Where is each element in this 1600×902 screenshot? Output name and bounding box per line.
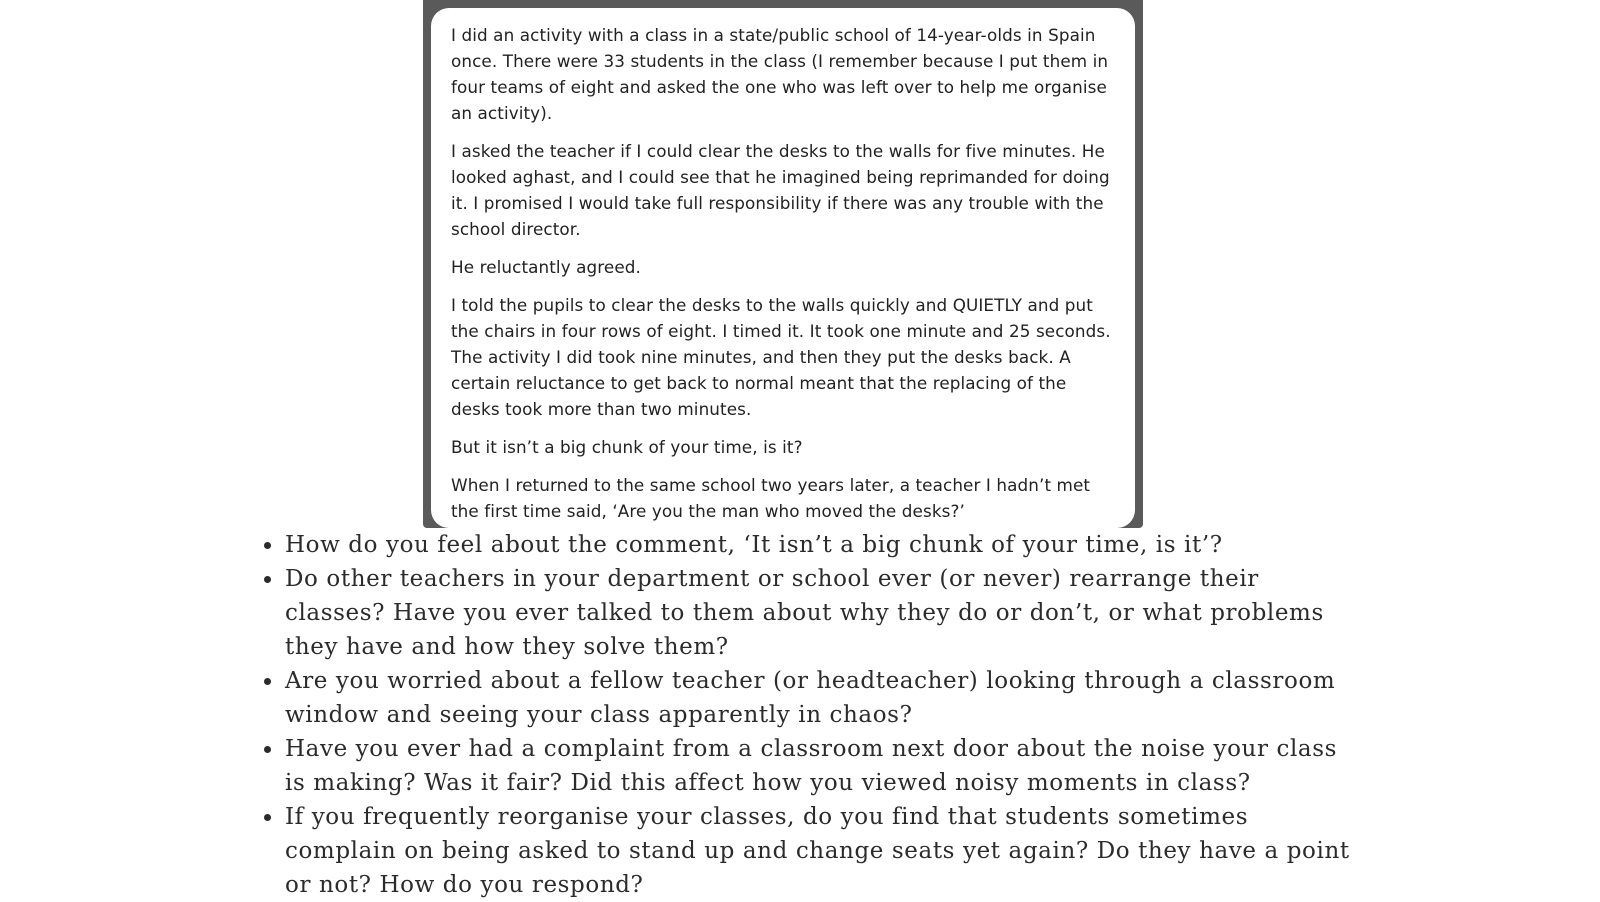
quote-card [431,8,1135,528]
question-text: Do other teachers in your department or school ever (or never) rearrange their classes? Have you ever talked to them about why they do or don’t, or what problems they have and how they solve them? [285,566,1324,660]
question-item [260,800,1360,902]
quote-paragraph-3: He reluctantly agreed. [451,257,641,277]
bullet-icon [264,746,271,753]
question-item [260,528,1360,562]
bullet-icon [264,542,271,549]
question-item [260,732,1360,800]
quote-paragraph-1: I did an activity with a class in a state/public school of 14-year-olds in Spain once. There were 33 students in the class (I remember because I put them in four teams of eight and asked the one who was left over to help me organise an activity). [451,25,1109,123]
question-list [260,528,1360,902]
question-item [260,664,1360,732]
quote-paragraph-2: I asked the teacher if I could clear the desks to the walls for five minutes. He looked aghast, and I could see that he imagined being reprimanded for doing it. I promised I would take full responsibility if there was any trouble with the school director. [451,141,1110,239]
bullet-icon [264,814,271,821]
question-item [260,562,1360,664]
question-text: If you frequently reorganise your classes, do you find that students sometimes complain on being asked to stand up and change seats yet again? Do they have a point or not? How do you respond? [285,804,1350,898]
quote-paragraph-6: When I returned to the same school two years later, a teacher I hadn’t met the first time said, ‘Are you the man who moved the desks?’ [451,475,1091,521]
question-text: Are you worried about a fellow teacher (or headteacher) looking through a classroom window and seeing your class apparently in chaos? [285,668,1336,728]
quote-paragraph-5: But it isn’t a big chunk of your time, is it? [451,437,803,457]
question-text: How do you feel about the comment, ‘It isn’t a big chunk of your time, is it’? [285,532,1223,558]
bullet-icon [264,678,271,685]
quote-frame [423,0,1143,528]
bullet-icon [264,576,271,583]
question-text: Have you ever had a complaint from a classroom next door about the noise your class is making? Was it fair? Did this affect how you viewed noisy moments in class? [285,736,1338,796]
quote-paragraph-4: I told the pupils to clear the desks to the walls quickly and QUIETLY and put the chairs in four rows of eight. I timed it. It took one minute and 25 seconds. The activity I did took nine minutes, and then they put the desks back. A certain reluctance to get back to normal meant that the replacing of the desks took more than two minutes. [451,295,1111,419]
